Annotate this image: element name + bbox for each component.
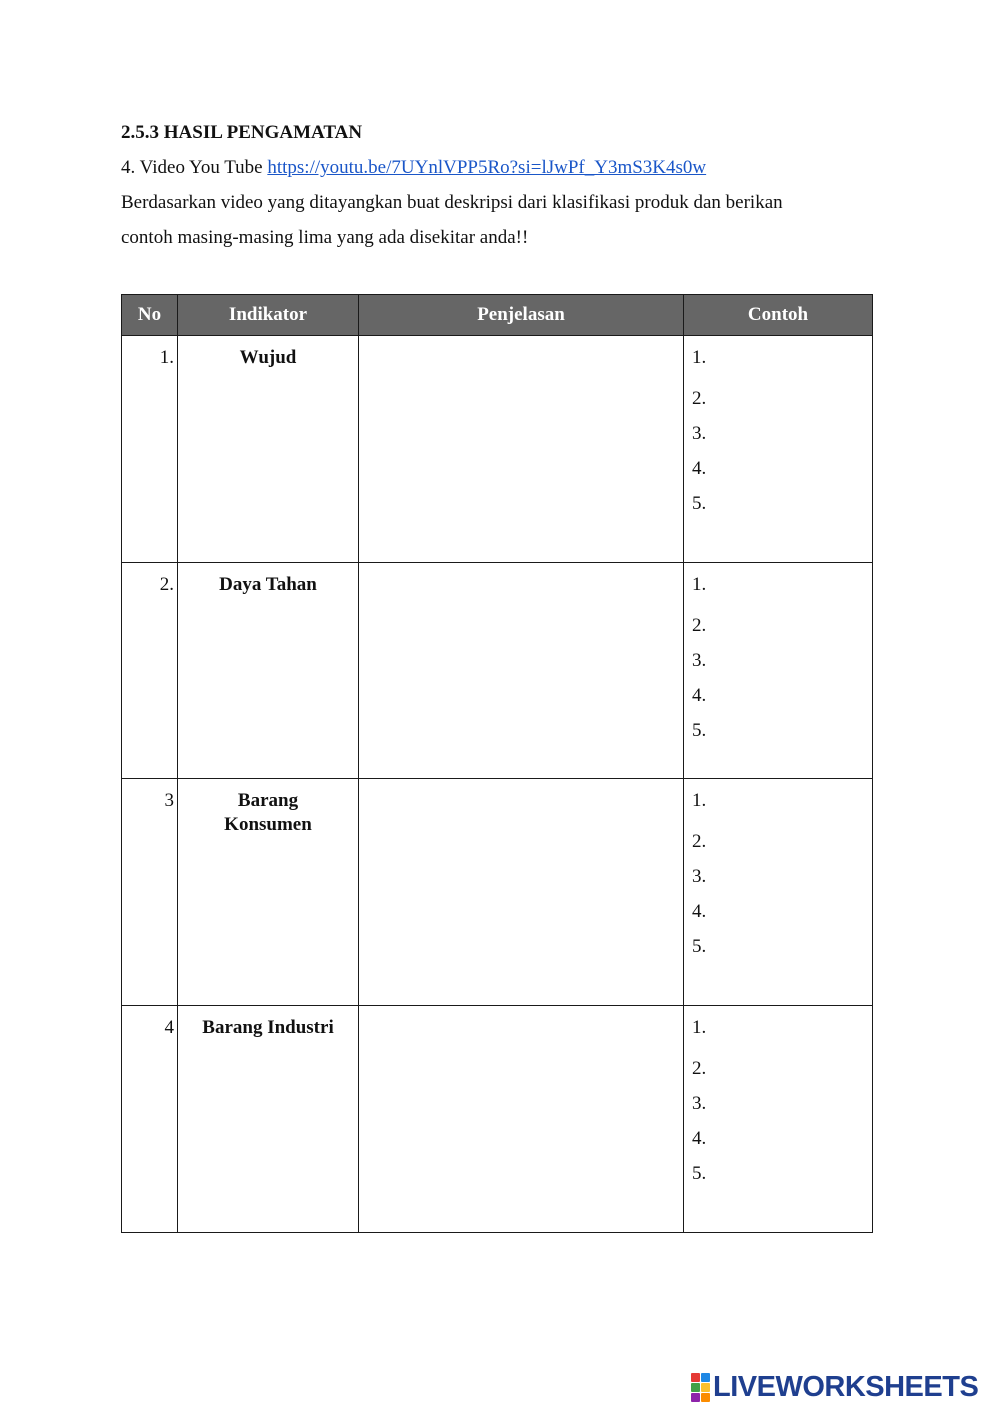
logo-block [701, 1383, 710, 1392]
example-item: 5. [692, 1163, 707, 1184]
liveworksheets-logo [691, 1370, 979, 1403]
example-item: 2. [692, 388, 707, 409]
liveworksheets-logo-icon [691, 1373, 710, 1402]
explanation-cell[interactable] [359, 1006, 684, 1233]
example-item: 4. [692, 685, 707, 706]
examples-cell[interactable] [684, 336, 873, 563]
table-header-row [122, 295, 873, 336]
example-item: 1. [692, 347, 707, 368]
explanation-cell[interactable] [359, 563, 684, 779]
example-item: 5. [692, 493, 707, 514]
logo-block [691, 1393, 700, 1402]
example-item: 4. [692, 1128, 707, 1149]
row-number: 3 [122, 779, 178, 1006]
example-item: 5. [692, 720, 707, 741]
row-number: 1. [122, 336, 178, 563]
example-item: 2. [692, 615, 707, 636]
instruction-line-1: Berdasarkan video yang ditayangkan buat deskripsi dari klasifikasi produk dan berikan [121, 192, 783, 213]
example-item: 4. [692, 458, 707, 479]
brand-text: LIVEWORKSHEETS [713, 1370, 979, 1403]
video-link[interactable]: https://youtu.be/7UYnlVPP5Ro?si=lJwPf_Y3mS3K4s0w [267, 157, 707, 178]
example-item: 3. [692, 650, 707, 671]
header-no: No [122, 295, 178, 336]
row-number: 4 [122, 1006, 178, 1233]
row-indicator: Barang Konsumen [178, 779, 359, 1006]
video-line [121, 156, 706, 180]
header-contoh: Contoh [684, 295, 873, 336]
examples-cell[interactable] [684, 563, 873, 779]
example-item: 1. [692, 790, 707, 811]
section-title: 2.5.3 HASIL PENGAMATAN [121, 122, 363, 143]
video-prefix: 4. Video You Tube [121, 157, 268, 178]
explanation-cell[interactable] [359, 336, 684, 563]
observation-table [121, 294, 873, 1233]
instruction-line-2: contoh masing-masing lima yang ada disekitar anda!! [121, 227, 529, 248]
header-penjelasan: Penjelasan [359, 295, 684, 336]
example-item: 2. [692, 1058, 707, 1079]
example-item: 2. [692, 831, 707, 852]
logo-block [691, 1383, 700, 1392]
example-item: 4. [692, 901, 707, 922]
row-indicator: Barang Industri [178, 1006, 359, 1233]
logo-block [701, 1373, 710, 1382]
row-indicator: Daya Tahan [178, 563, 359, 779]
example-item: 3. [692, 866, 707, 887]
example-item: 1. [692, 574, 707, 595]
example-item: 5. [692, 936, 707, 957]
table-row [122, 336, 873, 563]
example-item: 3. [692, 1093, 707, 1114]
header-indikator: Indikator [178, 295, 359, 336]
examples-cell[interactable] [684, 779, 873, 1006]
example-item: 3. [692, 423, 707, 444]
example-item: 1. [692, 1017, 707, 1038]
logo-block [691, 1373, 700, 1382]
row-indicator: Wujud [178, 336, 359, 563]
row-number: 2. [122, 563, 178, 779]
table-row [122, 563, 873, 779]
table-row [122, 1006, 873, 1233]
explanation-cell[interactable] [359, 779, 684, 1006]
table-row [122, 779, 873, 1006]
examples-cell[interactable] [684, 1006, 873, 1233]
logo-block [701, 1393, 710, 1402]
